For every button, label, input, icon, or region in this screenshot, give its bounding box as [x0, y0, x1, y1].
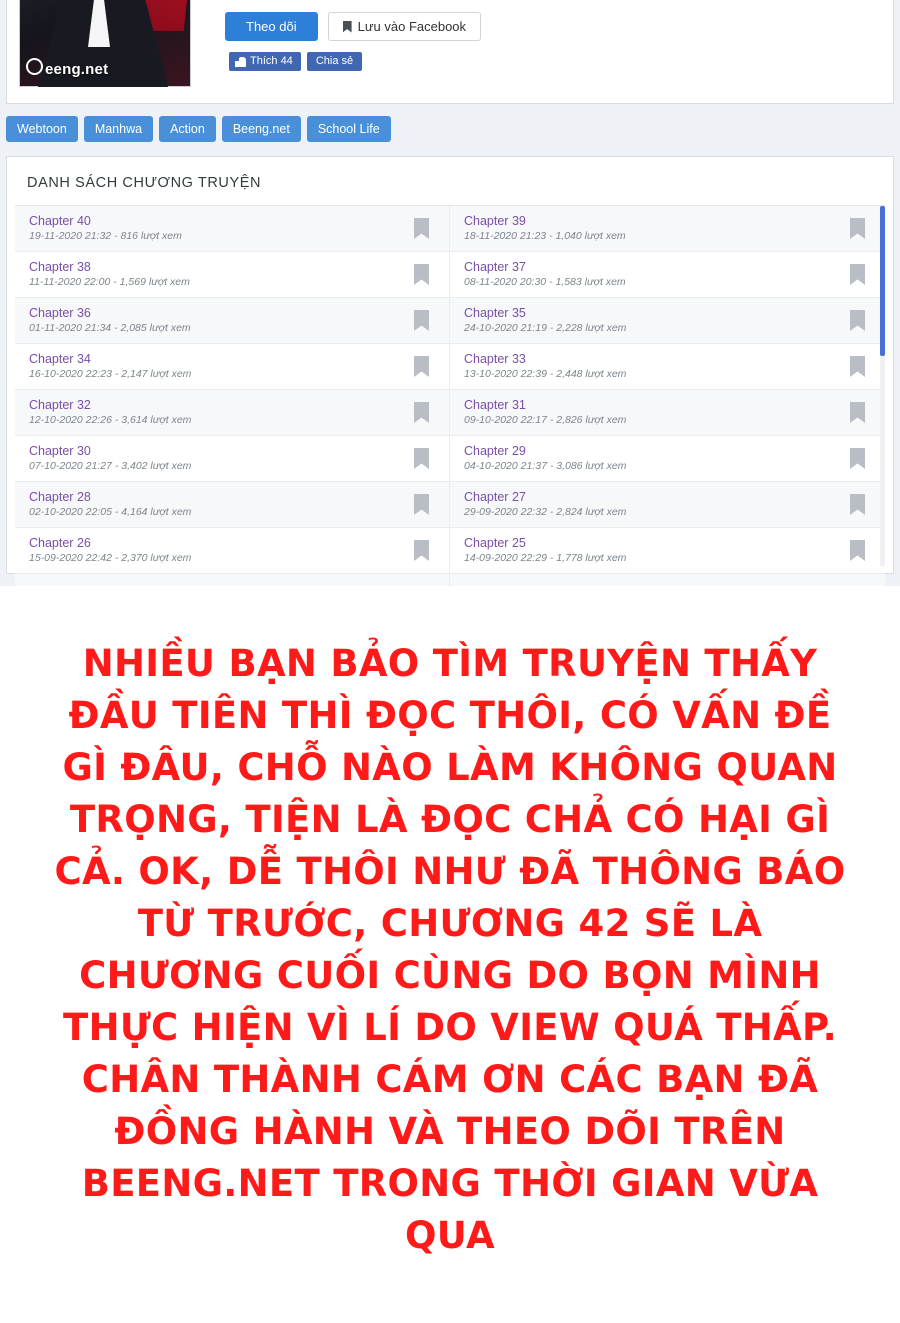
- bookmark-icon[interactable]: [414, 540, 429, 561]
- bookmark-icon[interactable]: [850, 540, 865, 561]
- chapter-meta: 16-10-2020 22:23 - 2,147 lượt xem: [29, 368, 192, 380]
- tag-webtoon[interactable]: Webtoon: [6, 116, 78, 142]
- chapter-item[interactable]: [15, 252, 450, 298]
- tag-manhwa[interactable]: Manhwa: [84, 116, 153, 142]
- bookmark-icon[interactable]: [414, 356, 429, 377]
- chapter-item[interactable]: [450, 252, 885, 298]
- chapter-meta: 15-09-2020 22:42 - 2,370 lượt xem: [29, 552, 192, 564]
- chapter-item[interactable]: [15, 298, 450, 344]
- bookmark-icon[interactable]: [850, 494, 865, 515]
- chapter-name: Chapter 38: [29, 260, 91, 274]
- site-watermark-text: eeng.net: [45, 61, 109, 78]
- chapter-item[interactable]: [450, 206, 885, 252]
- chapter-meta: 11-11-2020 22:00 - 1,569 lượt xem: [29, 276, 190, 288]
- chapter-meta: 18-11-2020 21:23 - 1,040 lượt xem: [464, 230, 626, 242]
- save-to-facebook-button[interactable]: [328, 12, 481, 41]
- chapter-name: Chapter 39: [464, 214, 526, 228]
- bookmark-icon[interactable]: [414, 218, 429, 239]
- chapter-list-scrollbar-track[interactable]: [880, 206, 885, 566]
- chapter-name: Chapter 36: [29, 306, 91, 320]
- save-to-facebook-label: Lưu vào Facebook: [357, 19, 467, 34]
- facebook-like-label: Thích 44: [250, 55, 293, 67]
- bookmark-icon[interactable]: [850, 310, 865, 331]
- chapter-meta: 04-10-2020 21:37 - 3,086 lượt xem: [464, 460, 627, 472]
- bookmark-icon[interactable]: [850, 264, 865, 285]
- bookmark-icon[interactable]: [850, 356, 865, 377]
- chapter-name: Chapter 37: [464, 260, 526, 274]
- chapter-item[interactable]: [15, 528, 450, 574]
- chapter-item[interactable]: [15, 436, 450, 482]
- chapter-name: Chapter 40: [29, 214, 91, 228]
- chapter-name: Chapter 25: [464, 536, 526, 550]
- chapter-grid: [15, 206, 885, 620]
- chapter-name: Chapter 29: [464, 444, 526, 458]
- chapter-name: Chapter 35: [464, 306, 526, 320]
- comic-header-card: [6, 0, 894, 104]
- genre-tag-row: [6, 116, 900, 142]
- chapter-name: Chapter 33: [464, 352, 526, 366]
- chapter-item[interactable]: [15, 390, 450, 436]
- chapter-item[interactable]: [450, 528, 885, 574]
- site-content-area: [0, 0, 900, 586]
- chapter-list-title: DANH SÁCH CHƯƠNG TRUYỆN: [27, 175, 262, 191]
- bookmark-icon[interactable]: [414, 402, 429, 423]
- bookmark-icon[interactable]: [850, 402, 865, 423]
- bookmark-icon[interactable]: [414, 494, 429, 515]
- chapter-item[interactable]: [450, 390, 885, 436]
- announcement-image: [0, 586, 900, 1323]
- chapter-item[interactable]: [15, 206, 450, 252]
- chapter-name: Chapter 30: [29, 444, 91, 458]
- chapter-meta: 19-11-2020 21:32 - 816 lượt xem: [29, 230, 182, 242]
- social-action-row: [225, 12, 481, 41]
- chapter-meta: 14-09-2020 22:29 - 1,778 lượt xem: [464, 552, 627, 564]
- chapter-list-scrollbar-thumb[interactable]: [880, 206, 885, 356]
- thumbs-up-icon: [235, 56, 246, 67]
- announcement-text: NHIỀU BẠN BẢO TÌM TRUYỆN THẤY ĐẦU TIÊN THÌ ĐỌC THÔI, CÓ VẤN ĐỀ GÌ ĐÂU, CHỖ NÀO LÀM KHÔNG QUAN TRỌNG, TIỆN LÀ ĐỌC CHẢ CÓ HẠI GÌ CẢ. OK, DỄ THÔI NHƯ ĐÃ THÔNG BÁO TỪ TRƯỚC, CHƯƠNG 42 SẼ LÀ CHƯƠNG CUỐI CÙNG DO BỌN MÌNH THỰC HIỆN VÌ LÍ DO VIEW QUÁ THẤP. CHÂN THÀNH CÁM ƠN CÁC BẠN ĐÃ ĐỒNG HÀNH VÀ THEO DÕI TRÊN BEENG.NET TRONG THỜI GIAN VỪA QUA: [54, 642, 846, 1257]
- bookmark-icon[interactable]: [414, 264, 429, 285]
- chapter-name: Chapter 32: [29, 398, 91, 412]
- bookmark-icon[interactable]: [414, 448, 429, 469]
- chapter-meta: 29-09-2020 22:32 - 2,824 lượt xem: [464, 506, 627, 518]
- comic-cover-thumbnail[interactable]: [19, 0, 191, 87]
- facebook-like-button[interactable]: [229, 52, 301, 71]
- bookmark-icon: [343, 21, 352, 33]
- tag-beeng-net[interactable]: Beeng.net: [222, 116, 301, 142]
- chapter-name: Chapter 28: [29, 490, 91, 504]
- bookmark-icon[interactable]: [414, 310, 429, 331]
- chapter-item[interactable]: [450, 482, 885, 528]
- facebook-share-button[interactable]: Chia sẻ: [307, 52, 362, 71]
- chapter-meta: 07-10-2020 21:27 - 3,402 lượt xem: [29, 460, 192, 472]
- bookmark-icon[interactable]: [850, 218, 865, 239]
- chapter-name: Chapter 31: [464, 398, 526, 412]
- tag-school-life[interactable]: School Life: [307, 116, 391, 142]
- chapter-meta: 09-10-2020 22:17 - 2,826 lượt xem: [464, 414, 627, 426]
- facebook-social-plugin-row: [229, 52, 362, 71]
- chapter-item[interactable]: [450, 436, 885, 482]
- chapter-list-card: [6, 156, 894, 574]
- chapter-name: Chapter 26: [29, 536, 91, 550]
- chapter-item[interactable]: [15, 482, 450, 528]
- follow-button[interactable]: Theo dõi: [225, 12, 318, 41]
- chapter-name: Chapter 27: [464, 490, 526, 504]
- chapter-meta: 08-11-2020 20:30 - 1,583 lượt xem: [464, 276, 626, 288]
- chapter-meta: 13-10-2020 22:39 - 2,448 lượt xem: [464, 368, 627, 380]
- chapter-meta: 01-11-2020 21:34 - 2,085 lượt xem: [29, 322, 191, 334]
- site-watermark-logo: [26, 58, 108, 78]
- bookmark-icon[interactable]: [850, 448, 865, 469]
- tag-action[interactable]: Action: [159, 116, 216, 142]
- chapter-meta: 24-10-2020 21:19 - 2,228 lượt xem: [464, 322, 627, 334]
- chapter-meta: 12-10-2020 22:26 - 3,614 lượt xem: [29, 414, 192, 426]
- chapter-item[interactable]: [450, 344, 885, 390]
- chapter-item[interactable]: [15, 344, 450, 390]
- logo-circle-icon: [26, 58, 43, 75]
- chapter-item[interactable]: [450, 298, 885, 344]
- chapter-meta: 02-10-2020 22:05 - 4,164 lượt xem: [29, 506, 192, 518]
- chapter-list-scroll-area[interactable]: [15, 205, 885, 566]
- chapter-name: Chapter 34: [29, 352, 91, 366]
